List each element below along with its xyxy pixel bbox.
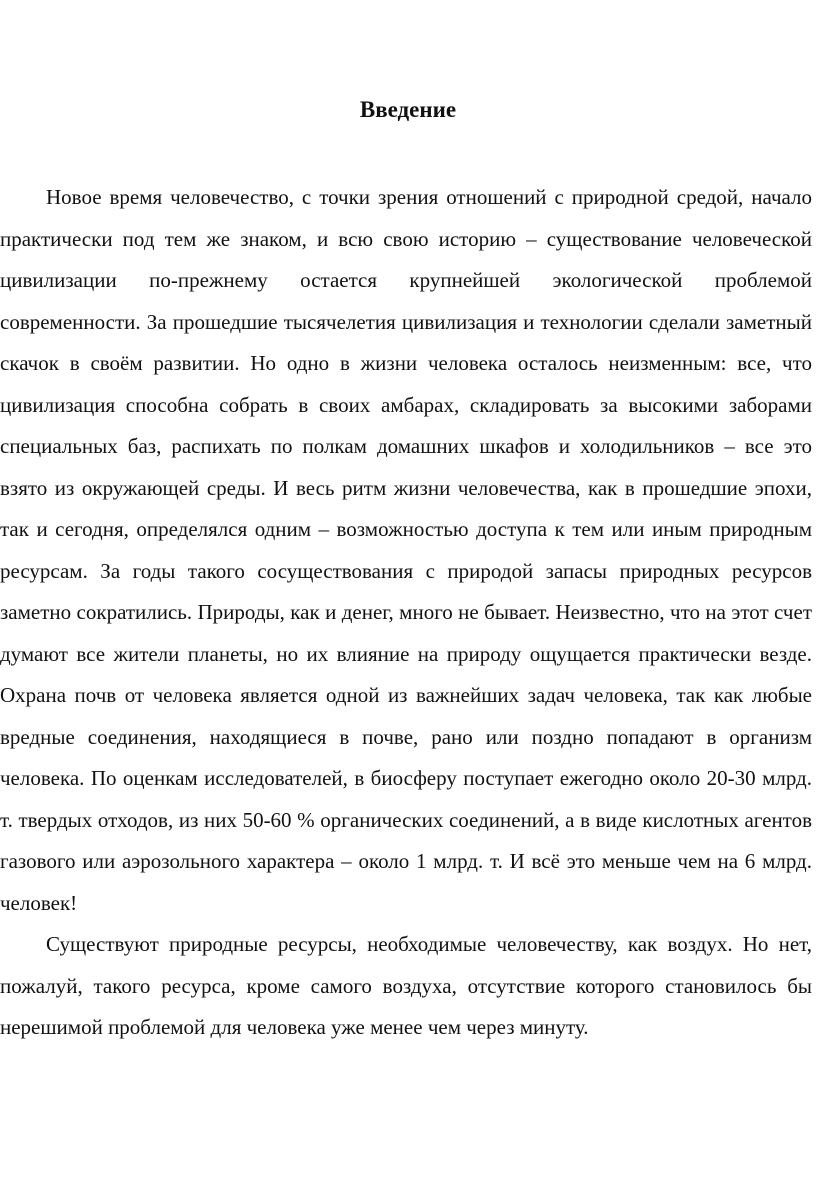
page-title: Введение [359, 97, 457, 122]
document-body [0, 177, 812, 1049]
paragraph-1: Новое время человечество, с точки зрения отношений с природной средой, начало практически под тем же знаком, и всю свою историю – существование человеческой цивилизации по-прежнему остается крупнейшей экологической проблемой современности. За прошедшие тысячелетия цивилизация и технологии сделали заметный скачок в своём развитии. Но одно в жизни человека осталось неизменным: все, что цивилизация способна собрать в своих амбарах, складировать за высокими заборами специальных баз, распихать по полкам домашних шкафов и холодильников – все это взято из окружающей среды. И весь ритм жизни человечества, как в прошедшие эпохи, так и сегодня, определялся одним – возможностью доступа к тем или иным природным ресурсам. За годы такого сосуществования с природой запасы природных ресурсов заметно сократились. Природы, как и денег, много не бывает. Неизвестно, что на этот счет думают все жители планеты, но их влияние на природу ощущается практически везде. Охрана почв от человека является одной из важнейших задач человека, так как любые вредные соединения, находящиеся в почве, рано или поздно попадают в организм человека. По оценкам исследователей, в биосферу поступает ежегодно около 20-30 млрд. т. твердых отходов, из них 50-60 % органических соединений, а в виде кислотных агентов газового или аэрозольного характера – около 1 млрд. т. И всё это меньше чем на 6 млрд. человек! [0, 185, 812, 915]
paragraph-2: Существуют природные ресурсы, необходимые человечеству, как воздух. Но нет, пожалуй, такого ресурса, кроме самого воздуха, отсутствие которого становилось бы нерешимой проблемой для человека уже менее чем через минуту. [0, 932, 812, 1039]
